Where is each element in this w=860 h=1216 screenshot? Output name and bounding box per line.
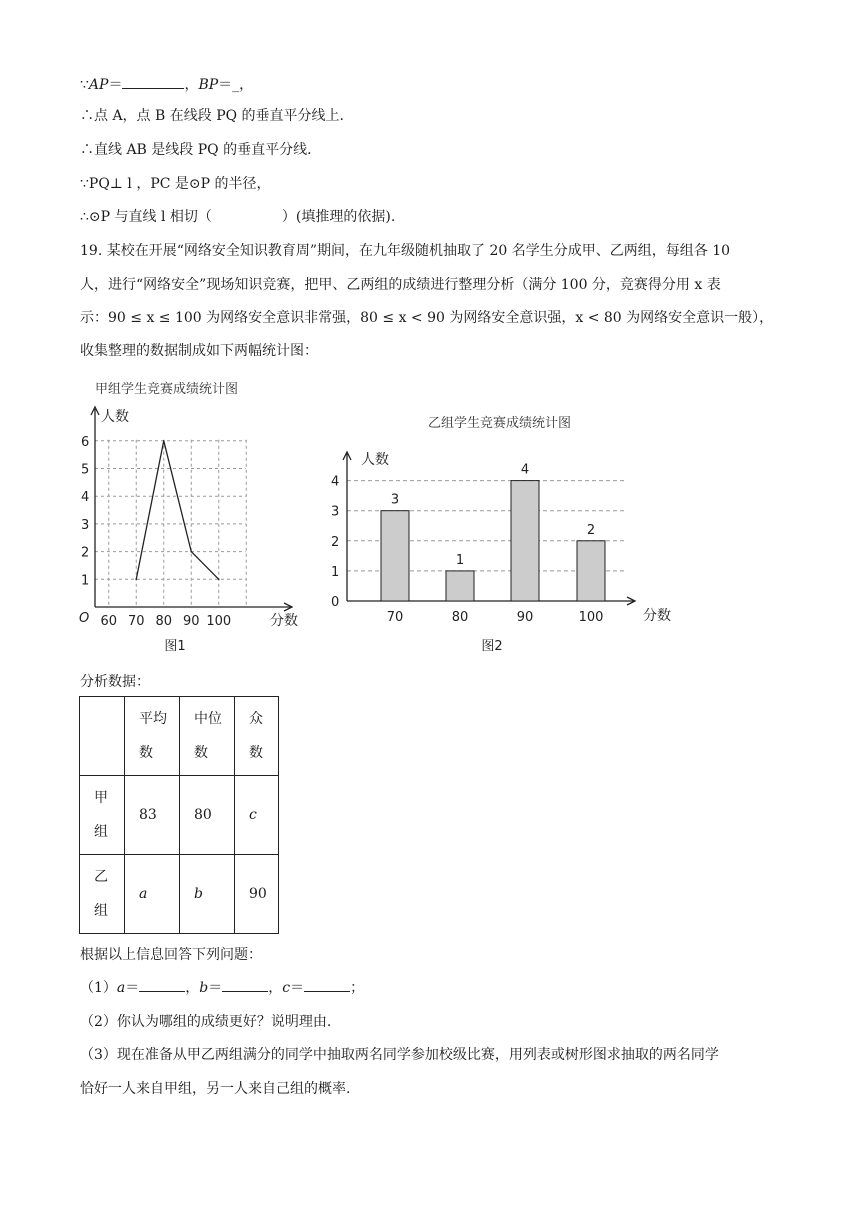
proof-line-5 (80, 207, 395, 227)
header-mean-line1: 平均 (139, 711, 167, 727)
bar (446, 571, 474, 601)
x-tick-label: 100 (206, 614, 232, 629)
table-header-median (180, 697, 235, 776)
chart1-line-chart (70, 395, 310, 655)
header-mean-line2: 数 (139, 745, 153, 761)
q1-number: （1） (80, 980, 117, 996)
table-row (80, 855, 279, 934)
chart2-caption: 图2 (481, 639, 503, 654)
y-tick-label: 5 (81, 462, 90, 478)
questions-intro: 根据以上信息回答下列问题： (80, 947, 262, 963)
y-axis-label: 人数 (101, 409, 129, 425)
table-row (80, 776, 279, 855)
q19-line-4: 收集整理的数据制成如下两幅统计图： (80, 343, 318, 359)
y-tick-label: 2 (81, 545, 90, 561)
chart2-title: 乙组学生竞赛成绩统计图 (428, 416, 572, 431)
cell-value: b (194, 886, 203, 902)
question-3-line-2: 恰好一人来自甲组，另一人来自己组的概率. (80, 1081, 351, 1097)
origin-label: O (79, 611, 90, 626)
y-tick-label: 3 (81, 517, 90, 533)
header-median-line1: 中位 (194, 711, 222, 727)
y-tick-label: 3 (331, 504, 340, 520)
table-corner-cell (80, 697, 125, 776)
y-tick-label: 4 (81, 490, 90, 506)
data-point (218, 579, 220, 581)
question-2: （2）你认为哪组的成绩更好？说明理由. (80, 1014, 332, 1030)
table-header-row (80, 697, 279, 776)
header-median-line2: 数 (194, 745, 208, 761)
header-mode-line1: 众 (249, 711, 263, 727)
table-cell-mode (235, 776, 279, 855)
bar (577, 541, 605, 601)
because-symbol: ∵ (80, 77, 89, 93)
semicolon: ； (350, 980, 365, 996)
x-tick-label: 100 (578, 610, 604, 625)
data-label: 3 (390, 492, 400, 508)
table-header-mean (125, 697, 180, 776)
q1-a-label: a (116, 980, 126, 996)
equals-sign: ＝ (290, 980, 305, 996)
analysis-heading: 分析数据： (80, 674, 150, 690)
y-tick-label: 0 (331, 595, 340, 610)
table-header-mode (235, 697, 279, 776)
q1-b-label: b (199, 980, 209, 996)
equals-sign: ＝ (125, 980, 140, 996)
data-point (190, 551, 192, 553)
table-cell-median (180, 776, 235, 855)
x-tick-label: 60 (100, 614, 118, 629)
ap-answer-blank[interactable] (122, 74, 184, 89)
comma: ， (184, 77, 199, 93)
q19-line-3: 示：90 ≤ x ≤ 100 为网络安全意识非常强，80 ≤ x < 90 为网络安全意识强，x < 80 为网络安全意识一般）， (80, 310, 774, 326)
cell-value: 83 (139, 807, 157, 823)
comma: ， (185, 980, 200, 996)
x-tick-label: 90 (182, 614, 200, 629)
table-row-label (80, 776, 125, 855)
x-tick-label: 80 (451, 610, 469, 625)
x-tick-label: 90 (516, 610, 534, 625)
row-label-line1: 乙 (94, 869, 108, 885)
y-tick-label: 4 (331, 474, 340, 490)
row-label-line2: 组 (94, 824, 108, 840)
x-axis-label: 分数 (643, 608, 671, 624)
header-mode-line2: 数 (249, 745, 263, 761)
table-cell-median (180, 855, 235, 934)
cell-value: 90 (249, 886, 267, 902)
data-label: 2 (586, 522, 596, 538)
y-axis-label: 人数 (361, 452, 389, 468)
b-answer-blank[interactable] (222, 977, 268, 992)
stats-table (79, 696, 279, 934)
bar (511, 481, 539, 601)
y-tick-label: 2 (331, 534, 340, 550)
y-tick-label: 1 (331, 564, 340, 580)
proof-line-2: ∴点 A，点 B 在线段 PQ 的垂直平分线上. (80, 108, 344, 124)
table-row-label (80, 855, 125, 934)
data-label: 1 (455, 552, 465, 568)
cell-value: a (139, 886, 148, 902)
equals-sign: ＝ (208, 980, 223, 996)
bp-answer-blank: ＝_， (218, 77, 254, 93)
proof-line-4: ∵PQ⊥ l ，PC 是⊙P 的半径， (80, 176, 271, 192)
proof-line-3: ∴直线 AB 是线段 PQ 的垂直平分线. (80, 142, 312, 158)
chart1-caption: 图1 (164, 639, 186, 654)
table-cell-mean (125, 855, 180, 934)
data-label: 4 (520, 462, 530, 478)
y-tick-label: 1 (81, 573, 90, 589)
proof-line-5-text: ∴⊙P 与直线 l 相切（ (80, 209, 212, 225)
y-tick-label: 6 (81, 434, 90, 450)
table-cell-mean (125, 776, 180, 855)
q1-c-label: c (282, 980, 291, 996)
question-1 (80, 977, 364, 998)
bar (381, 511, 409, 601)
row-label-line1: 甲 (94, 790, 108, 806)
q19-line-2: 人，进行“网络安全”现场知识竞赛，把甲、乙两组的成绩进行整理分析（满分 100 分，竞赛得分用 x 表 (80, 277, 721, 293)
a-answer-blank[interactable] (139, 977, 185, 992)
table-cell-mode (235, 855, 279, 934)
row-label-line2: 组 (94, 903, 108, 919)
ap-label: AP (88, 77, 109, 93)
chart2-bar-chart (325, 440, 690, 655)
data-point (135, 579, 137, 581)
proof-line-1 (80, 74, 253, 95)
x-tick-label: 80 (155, 614, 173, 629)
x-tick-label: 70 (386, 610, 404, 625)
question-3-line-1: （3）现在准备从甲乙两组满分的同学中抽取两名同学参加校级比赛，用列表或树形图求抽取的两名同学 (80, 1047, 719, 1063)
comma: ， (268, 980, 283, 996)
bp-label: BP (198, 77, 219, 93)
equals-sign: ＝ (108, 77, 123, 93)
c-answer-blank[interactable] (304, 977, 350, 992)
proof-line-5-tail: ）(填推理的依据). (281, 209, 396, 225)
chart1-title: 甲组学生竞赛成绩统计图 (95, 382, 239, 397)
data-point (163, 440, 165, 442)
x-tick-label: 70 (127, 614, 145, 629)
cell-value: 80 (194, 807, 212, 823)
x-axis-label: 分数 (270, 613, 298, 629)
series-line (136, 441, 219, 580)
cell-value: c (249, 807, 257, 823)
q19-line-1: 19. 某校在开展“网络安全知识教育周”期间，在九年级随机抽取了 20 名学生分成甲、乙两组，每组各 10 (80, 243, 731, 259)
